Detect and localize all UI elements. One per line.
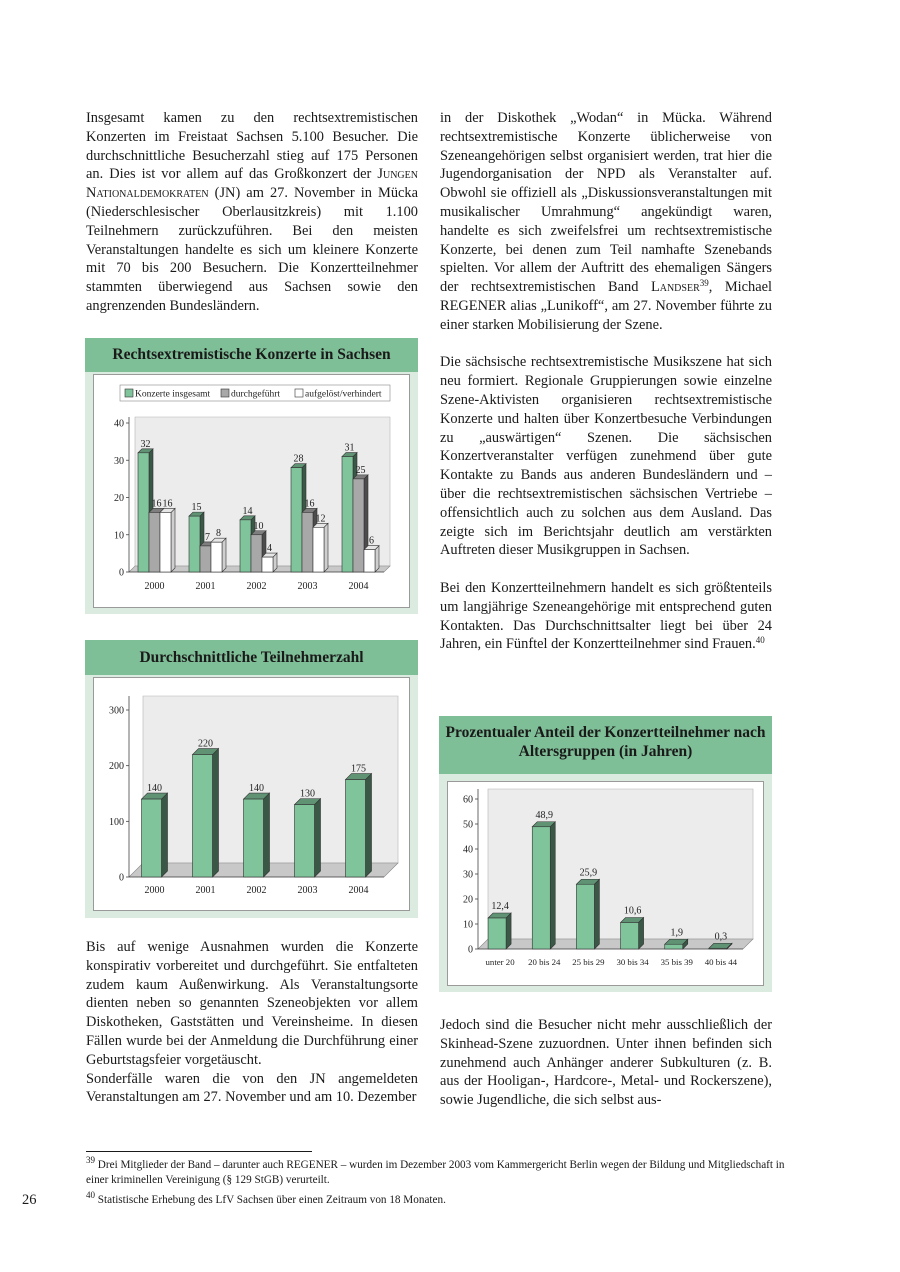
bar	[488, 918, 506, 949]
page-number: 26	[22, 1192, 37, 1208]
bar-side	[324, 523, 328, 572]
bar	[189, 516, 200, 572]
bar	[138, 453, 149, 572]
x-tick-label: 2001	[195, 885, 216, 896]
right-column	[440, 109, 772, 654]
y-tick-label: 0	[119, 567, 124, 579]
footnote-text: Statistische Erhebung des LfV Sachsen über einen Zeitraum von 18 Monaten.	[97, 1194, 446, 1206]
bar	[240, 520, 251, 572]
bar	[200, 546, 211, 572]
plot-back-wall	[488, 789, 753, 939]
bar-side	[639, 918, 644, 950]
x-tick-label: 2004	[348, 581, 369, 592]
chart-panel-concerts	[85, 338, 418, 614]
y-tick-label: 20	[114, 493, 124, 504]
bar-side	[222, 538, 226, 572]
bar	[665, 944, 683, 949]
bar	[142, 799, 162, 877]
chart-attendance-svg	[94, 678, 409, 910]
data-label: 32	[140, 438, 151, 450]
data-label: 12	[315, 513, 326, 525]
paragraph-special-cases: Sonderfälle waren die von den JN angemeldeten Veranstaltungen am 27. November und am 10. Dezember	[86, 1070, 418, 1106]
bar	[262, 557, 273, 572]
y-tick-label: 20	[463, 894, 473, 906]
data-label: 10	[253, 520, 264, 532]
bar	[364, 550, 375, 572]
x-tick-label: 25 bis 29	[572, 957, 605, 967]
legend-swatch	[295, 389, 303, 397]
x-tick-label: 2004	[348, 885, 369, 896]
right-column-bottom	[440, 1016, 772, 1110]
bar	[346, 780, 366, 877]
y-tick-label: 10	[463, 919, 473, 931]
paragraph-conspirative: Bis auf wenige Ausnahmen wurden die Konzerte konspirativ vorbereitet und durchgeführt. Sie entfalteten zudem kaum Außenwirkung. Als Veranstaltungsorte dienten neben so genannten Szeneobjekten vor allem Diskotheken, Gaststätten und Vereinsheime. In diesen Fällen wurde bei der Anmeldung die Durchführung einer Geburtstagsfeier vorgetäuscht.	[86, 939, 418, 1068]
legend-swatch	[125, 389, 133, 397]
data-label: 28	[293, 453, 304, 465]
paragraph-visitors	[86, 109, 418, 316]
paragraph-music-scene: Die sächsische rechtsextremistische Musikszene hat sich neu formiert. Regionale Gruppierungen sowie einzelne Szene-Aktivisten organisieren rechtsextremistische Konzerte und halten über Konzertbesuche Verbindungen zu „auswärtigen“ Szenen. Die sächsischen Konzertveranstalter verfügen zunehmend über gute Kontakte zu Bands aus anderen Bundesländern und – über die rechtsextremistischen sächsischen Vertriebe – offensichtlich auch zu solchen aus dem Ausland. Das zeigte sich im Berichtsjahr deutlich am verstärkten Auftreten dieser Musikgruppen in Sachsen.	[440, 354, 772, 559]
legend-label: Konzerte insgesamt	[135, 389, 211, 400]
bar	[193, 755, 213, 877]
data-label: 16	[304, 498, 315, 510]
x-tick-label: 30 bis 34	[616, 957, 649, 967]
footnote-ref-39[interactable]: 39	[699, 278, 709, 289]
data-label: 130	[300, 788, 315, 800]
data-label: 14	[242, 505, 253, 517]
x-tick-label: 2001	[195, 581, 216, 592]
y-tick-label: 50	[463, 819, 473, 831]
data-label: 220	[198, 738, 213, 750]
bar	[342, 457, 353, 572]
x-tick-label: 2000	[144, 581, 165, 592]
bar	[621, 923, 639, 950]
chart-title: Prozentualer Anteil der Konzertteilnehmer nach Altersgruppen (in Jahren)	[439, 716, 772, 774]
data-label: 0,3	[714, 931, 728, 943]
bar	[353, 479, 364, 572]
bar	[313, 527, 324, 572]
bar	[532, 827, 550, 949]
data-label: 10,6	[623, 905, 642, 917]
chart-concerts-svg	[94, 375, 409, 607]
y-tick-label: 100	[109, 816, 124, 828]
y-tick-label: 40	[114, 418, 124, 430]
data-label: 16	[162, 498, 173, 510]
bar-side	[375, 546, 379, 572]
bar-side	[213, 749, 219, 877]
x-tick-label: 2000	[144, 885, 165, 896]
y-tick-label: 300	[109, 705, 124, 717]
data-label: 48,9	[535, 809, 553, 821]
y-tick-label: 60	[463, 794, 473, 806]
bar-side	[171, 508, 175, 572]
legend-label: aufgelöst/verhindert	[305, 389, 382, 400]
x-tick-label: 2002	[246, 581, 267, 592]
bar-side	[366, 774, 372, 877]
y-tick-label: 0	[119, 872, 124, 884]
footnote-number: 40	[86, 1190, 95, 1200]
bar-side	[264, 793, 270, 877]
band-name-small-caps: Landser	[650, 279, 700, 296]
bar	[244, 799, 264, 877]
data-label: 175	[351, 763, 366, 775]
bar-side	[162, 793, 168, 877]
data-label: 15	[191, 502, 202, 514]
chart-title: Rechtsextremistische Konzerte in Sachsen	[85, 338, 418, 372]
bar	[211, 542, 222, 572]
legend-label: durchgeführt	[231, 389, 281, 400]
org-name-small-caps: Jungen Nationaldemokraten	[86, 166, 418, 202]
footnote-number: 39	[86, 1155, 95, 1165]
data-label: 12,4	[491, 901, 509, 912]
bar	[160, 512, 171, 572]
x-tick-label: 2003	[297, 581, 318, 592]
footnote-ref-40[interactable]: 40	[755, 635, 765, 646]
bar-side	[550, 822, 555, 949]
chart-frame	[447, 781, 764, 986]
bar	[576, 884, 594, 949]
footnote-text: Drei Mitglieder der Band – darunter auch REGENER – wurden im Dezember 2003 vom Kammergericht Berlin wegen der Bildung und Mitgliedschaft in einer kriminellen Vereinigung (§ 129 StGB) verurteilt.	[86, 1159, 785, 1186]
y-tick-label: 10	[114, 530, 124, 542]
data-label: 25,9	[579, 867, 598, 879]
y-tick-label: 200	[109, 761, 124, 773]
x-tick-label: 40 bis 44	[704, 957, 738, 967]
text-run: (JN) am 27. November in Mücka (Niederschlesischer Oberlausitzkreis) mit 1.100 Teilnehmern zurückzuführen. Bei den meisten Veranstaltungen handelte es sich um kleinere Konzerte mit 70 bis 200 Besuchern. Die Konzertteilnehmer stammten überwiegend aus Sachsen sowie den angrenzenden Bundesländern.	[86, 185, 418, 314]
bar	[295, 805, 315, 877]
x-tick-label: unter 20	[485, 957, 515, 967]
chart-frame	[93, 677, 410, 911]
chart-age-groups-svg	[448, 782, 763, 985]
bar	[251, 535, 262, 572]
paragraph-participants	[440, 579, 772, 654]
footnote-rule	[86, 1151, 312, 1152]
y-tick-label: 0	[468, 944, 473, 956]
paragraph-subcultures: Jedoch sind die Besucher nicht mehr ausschließlich der Skinhead-Szene zuzuordnen. Unter ihnen befinden sich zunehmend auch Anhänger anderer Subkulturen (z. B. aus der Hooligan-, Hardcore-, Metal- und Rockerszene), sowie Jugendliche, die sich selbst aus-	[440, 1017, 772, 1109]
chart-panel-attendance	[85, 640, 418, 918]
legend-swatch	[221, 389, 229, 397]
bar-side	[315, 799, 321, 877]
y-tick-label: 30	[114, 455, 124, 467]
x-tick-label: 2003	[297, 885, 318, 896]
bar	[149, 512, 160, 572]
text-run: , Michael REGENER alias „Lunikoff“, am 27. November führte zu einer starken Mobilisierung der Szene.	[440, 279, 772, 333]
chart-title: Durchschnittliche Teilnehmerzahl	[85, 640, 418, 675]
data-label: 1,9	[670, 927, 683, 939]
left-column-bottom	[86, 938, 418, 1107]
data-label: 16	[151, 498, 162, 510]
data-label: 25	[355, 464, 366, 476]
left-column	[86, 109, 418, 316]
data-label: 7	[205, 531, 210, 543]
bar	[291, 468, 302, 572]
footnote-40	[86, 1190, 786, 1208]
y-tick-label: 40	[463, 844, 473, 856]
x-tick-label: 35 bis 39	[660, 957, 693, 967]
data-label: 140	[249, 783, 264, 795]
bar-side	[594, 879, 599, 949]
x-tick-label: 20 bis 24	[528, 957, 561, 967]
chart-frame	[93, 374, 410, 608]
bar-side	[506, 913, 511, 949]
text-run: Bei den Konzertteilnehmern handelt es sich größtenteils um langjährige Szeneangehörige mit entsprechend guten Kontakten. Das Durchschnittsalter liegt bei über 24 Jahren, ein Fünftel der Konzertteilnehmer sind Frauen.	[440, 579, 772, 653]
data-label: 6	[369, 535, 374, 547]
text-run: Insgesamt kamen zu den rechtsextremistischen Konzerten im Freistaat Sachsen 5.100 Besucher. Die durchschnittliche Besucherzahl stieg auf 175 Personen an. Dies ist vor allem auf das Großkonzert der	[86, 110, 418, 183]
chart-panel-age-groups	[439, 716, 772, 992]
text-run: in der Diskothek „Wodan“ in Mücka. Während rechtsextremistische Konzerte üblicherweise von Szeneangehörigen selbst organisiert werden, trat hier die Jugendorganisation der NPD als Veranstalter auf. Obwohl sie offiziell als „Diskussionsveranstaltungen mit musikalischer Umrahmung“ angekündigt waren, handelte es sich zweifelsfrei um rechtsextremistische Konzerte, bei denen zum Teil namhafte Szenebands spielten. Vor allem der Auftritt des ehemaligen Sängers der rechtsextremistischen Band	[440, 110, 772, 296]
footnote-39	[86, 1155, 786, 1188]
data-label: 8	[216, 528, 221, 540]
bar	[302, 512, 313, 572]
bar	[709, 948, 727, 949]
data-label: 31	[344, 442, 355, 454]
paragraph-wodan	[440, 109, 772, 335]
data-label: 140	[147, 783, 162, 795]
y-tick-label: 30	[463, 869, 473, 881]
x-tick-label: 2002	[246, 885, 267, 896]
data-label: 4	[267, 543, 272, 555]
